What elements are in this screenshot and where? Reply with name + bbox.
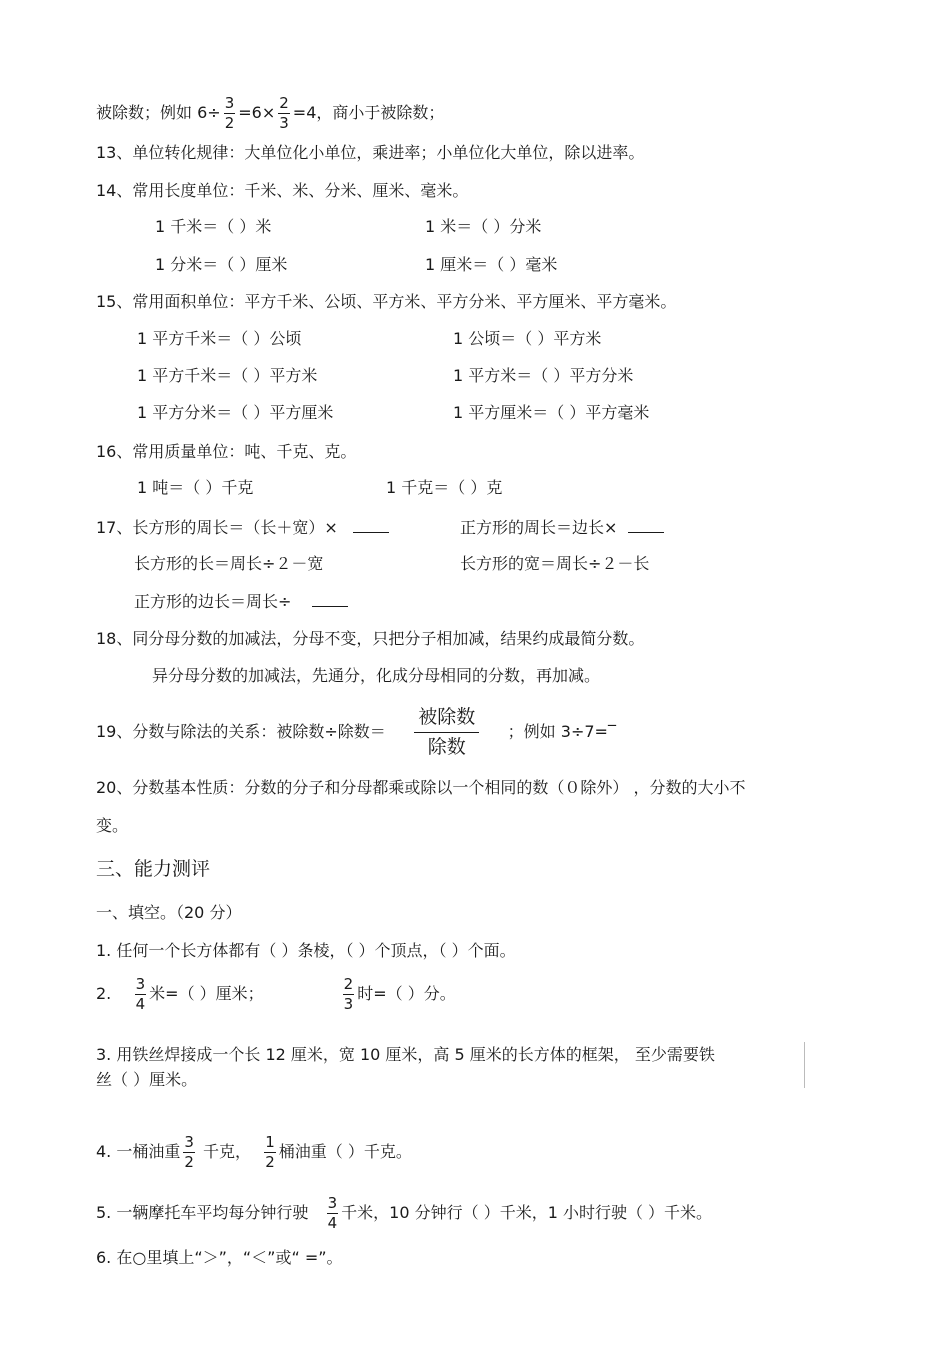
text-span: 5. 一辆摩托车平均每分钟行驶 xyxy=(96,1203,309,1222)
text-span: 正方形的边长＝周长÷ xyxy=(134,592,292,611)
item-14: 14、常用长度单位：千米、米、分米、厘米、毫米。 xyxy=(96,181,469,200)
division-example-line xyxy=(96,96,444,131)
text-span: 被除数；例如 6÷ xyxy=(96,103,221,122)
answer-blank xyxy=(312,592,348,607)
text-span: =6× xyxy=(238,103,276,122)
text-span: 米=（ ）厘米； xyxy=(149,984,264,1003)
item-16: 16、常用质量单位：吨、千克、克。 xyxy=(96,442,357,461)
denominator: 4 xyxy=(135,995,146,1013)
fraction xyxy=(327,1196,339,1231)
text-span: 桶油重（ ）千克。 xyxy=(278,1142,412,1161)
numerator: 3 xyxy=(224,94,235,112)
item-15-blank-b2: 1 平方米＝（ ）平方分米 xyxy=(453,366,634,385)
item-18: 18、同分母分数的加减法，分母不变，只把分子相加减，结果约成最简分数。 xyxy=(96,629,645,648)
item-17-rect-length: 长方形的长＝周长÷２－宽 xyxy=(134,554,324,573)
denominator: 3 xyxy=(343,995,354,1013)
text-span: 4. 一桶油重 xyxy=(96,1142,181,1161)
text-span: 19、分数与除法的关系：被除数÷除数＝ xyxy=(96,722,386,741)
fraction xyxy=(135,977,147,1012)
item-16-blank-a1: 1 吨＝（ ）千克 xyxy=(137,478,254,497)
item-15-blank-a1: 1 平方千米＝（ ）公顷 xyxy=(137,329,302,348)
denominator: 2 xyxy=(224,114,235,132)
item-20: 20、分数基本性质：分数的分子和分母都乘或除以一个相同的数（０除外） ，分数的大小不 xyxy=(96,778,746,797)
text-span: 千米，10 分钟行（ ）千米，1 小时行驶（ ）千米。 xyxy=(341,1203,713,1222)
item-14-blank-b2: 1 厘米＝（ ）毫米 xyxy=(425,255,558,274)
text-span: 17、长方形的周长＝（长＋宽）× xyxy=(96,518,338,537)
question-5 xyxy=(96,1191,712,1235)
item-15-blank-a2: 1 公顷＝（ ）平方米 xyxy=(453,329,602,348)
numerator: 3 xyxy=(135,975,146,993)
item-18-continued: 异分母分数的加减法，先通分，化成分母相同的分数，再加减。 xyxy=(152,666,601,685)
answer-blank xyxy=(628,518,664,533)
text-span: 千克， xyxy=(203,1142,252,1161)
denominator: 4 xyxy=(327,1214,338,1232)
text-span: =4，商小于被除数； xyxy=(292,103,445,122)
item-14-blank-a1: 1 千米＝（ ）米 xyxy=(155,217,272,236)
subsection-title: 一、填空。（20 分） xyxy=(96,903,242,922)
fraction xyxy=(343,977,355,1012)
item-19 xyxy=(96,702,616,762)
fraction xyxy=(278,96,290,131)
overline-mark: ‾ xyxy=(607,722,616,741)
section-heading: 三、能力测评 xyxy=(96,858,211,880)
answer-blank xyxy=(353,518,389,533)
numerator: 3 xyxy=(184,1133,194,1151)
item-13: 13、单位转化规律：大单位化小单位，乘进率；小单位化大单位，除以进率。 xyxy=(96,143,645,162)
denominator: 2 xyxy=(265,1153,275,1171)
denominator: 3 xyxy=(279,114,289,132)
item-15: 15、常用面积单位：平方千米、公顷、平方米、平方分米、平方厘米、平方毫米。 xyxy=(96,292,677,311)
numerator: 2 xyxy=(279,94,289,112)
question-1: 1. 任何一个长方体都有（ ）条棱，（ ）个顶点，（ ）个面。 xyxy=(96,941,516,960)
margin-rule xyxy=(804,1042,805,1088)
fraction xyxy=(414,708,479,757)
text-span: 时=（ ）分。 xyxy=(357,984,456,1003)
item-15-blank-c2: 1 平方厘米＝（ ）平方毫米 xyxy=(453,403,650,422)
numerator: 被除数 xyxy=(414,708,479,733)
item-14-blank-a2: 1 米＝（ ）分米 xyxy=(425,217,542,236)
item-17-rect-perimeter xyxy=(96,518,389,538)
denominator: 除数 xyxy=(427,736,466,758)
text-span: 正方形的周长＝边长× xyxy=(460,518,618,537)
question-6: 6. 在○里填上“＞”，“＜”或“ =”。 xyxy=(96,1248,343,1267)
item-14-blank-b1: 1 分米＝（ ）厘米 xyxy=(155,255,288,274)
item-15-blank-c1: 1 平方分米＝（ ）平方厘米 xyxy=(137,403,334,422)
denominator: 2 xyxy=(184,1153,194,1171)
item-17-square-side xyxy=(134,592,348,612)
fraction xyxy=(264,1135,276,1170)
numerator: 3 xyxy=(327,1194,338,1212)
item-16-blank-a2: 1 千克＝（ ）克 xyxy=(386,478,503,497)
numerator: 1 xyxy=(265,1133,275,1151)
item-17-rect-width: 长方形的宽＝周长÷２－长 xyxy=(460,554,650,573)
item-15-blank-b1: 1 平方千米＝（ ）平方米 xyxy=(137,366,318,385)
question-2 xyxy=(96,972,456,1016)
item-20-continued: 变。 xyxy=(96,816,129,835)
question-4 xyxy=(96,1130,412,1174)
fraction xyxy=(224,96,236,131)
text-span: ；例如 3÷7= xyxy=(507,722,608,741)
item-17-square-perimeter xyxy=(460,518,664,538)
fraction xyxy=(183,1135,195,1170)
question-3-continued: 丝（ ）厘米。 xyxy=(96,1070,198,1089)
question-3: 3. 用铁丝焊接成一个长 12 厘米，宽 10 厘米，高 5 厘米的长方体的框架， 至少需要铁 xyxy=(96,1045,715,1064)
numerator: 2 xyxy=(343,975,354,993)
text-span: 2. xyxy=(96,984,112,1003)
